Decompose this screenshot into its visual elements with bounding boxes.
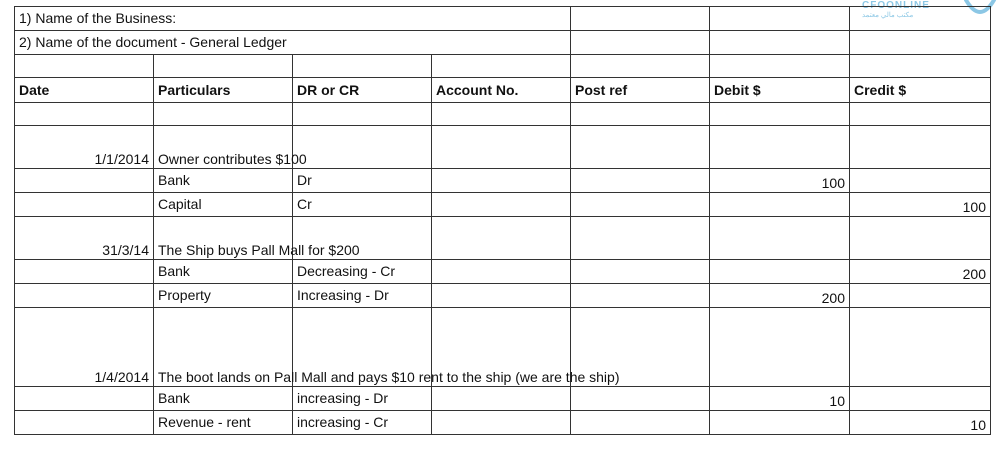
dr-cr-cell: Dr [293,169,432,193]
credit-cell [850,284,991,308]
blank-cell [571,31,710,55]
dr-cr-cell: Cr [293,193,432,217]
table-row [15,284,991,308]
debit-cell: 100 [710,169,850,193]
debit-cell: 10 [710,387,850,411]
table-row [15,411,991,435]
blank-cell [850,7,991,31]
account-no-cell [432,217,571,260]
post-ref-cell [571,411,710,435]
particulars-cell: The boot lands on Pall Mall and pays $10 rent to the ship (we are the ship) [154,308,293,387]
table-row [15,193,991,217]
credit-cell: 10 [850,411,991,435]
account-no-cell [432,260,571,284]
table-row [15,169,991,193]
date-cell [15,193,154,217]
date-cell [15,387,154,411]
particulars-cell: Property [154,284,293,308]
spacer-row [15,103,991,126]
post-ref-cell [571,387,710,411]
table-row [15,308,991,387]
account-no-cell [432,169,571,193]
debit-cell [710,411,850,435]
watermark-text: CFOONLINE [862,0,930,11]
column-header-particulars: Particulars [154,78,293,103]
blank-cell [850,31,991,55]
blank-cell [571,7,710,31]
credit-cell [850,308,991,387]
credit-cell [850,169,991,193]
particulars-cell: Owner contributes $100 [154,126,293,169]
credit-cell [850,387,991,411]
post-ref-cell [571,284,710,308]
particulars-cell: The Ship buys Pall Mall for $200 [154,217,293,260]
blank-cell [710,31,850,55]
column-header-account-no: Account No. [432,78,571,103]
date-cell [15,411,154,435]
column-header-credit: Credit $ [850,78,991,103]
business-name-row [15,7,991,31]
date-cell [15,169,154,193]
debit-cell [710,308,850,387]
date-cell [15,260,154,284]
spacer-row [15,55,991,78]
dr-cr-cell: Decreasing - Cr [293,260,432,284]
particulars-cell: Bank [154,387,293,411]
account-no-cell [432,387,571,411]
column-header-dr-or-cr: DR or CR [293,78,432,103]
debit-cell [710,193,850,217]
dr-cr-cell: increasing - Dr [293,387,432,411]
dr-cr-cell: Increasing - Dr [293,284,432,308]
post-ref-cell [571,193,710,217]
general-ledger-table [14,6,991,435]
table-row [15,126,991,169]
watermark-subtext: مكتب مالي معتمد [862,12,914,19]
account-no-cell [432,284,571,308]
post-ref-cell [571,169,710,193]
date-cell: 1/4/2014 [15,308,154,387]
debit-cell [710,126,850,169]
table-row [15,217,991,260]
particulars-cell: Revenue - rent [154,411,293,435]
post-ref-cell [571,126,710,169]
column-header-row [15,78,991,103]
credit-cell [850,126,991,169]
credit-cell [850,217,991,260]
account-no-cell [432,193,571,217]
particulars-cell: Capital [154,193,293,217]
document-name-row [15,31,991,55]
account-no-cell [432,126,571,169]
particulars-cell: Bank [154,260,293,284]
business-name-label: 1) Name of the Business: [15,7,571,31]
dr-cr-cell: increasing - Cr [293,411,432,435]
date-cell: 31/3/14 [15,217,154,260]
credit-cell: 200 [850,260,991,284]
column-header-debit: Debit $ [710,78,850,103]
debit-cell [710,260,850,284]
blank-cell [710,7,850,31]
table-row [15,260,991,284]
column-header-post-ref: Post ref [571,78,710,103]
column-header-date: Date [15,78,154,103]
date-cell [15,284,154,308]
account-no-cell [432,411,571,435]
document-name-label: 2) Name of the document - General Ledger [15,31,571,55]
debit-cell: 200 [710,284,850,308]
table-row [15,387,991,411]
particulars-cell: Bank [154,169,293,193]
post-ref-cell [571,260,710,284]
post-ref-cell [571,217,710,260]
credit-cell: 100 [850,193,991,217]
dr-cr-cell [293,126,432,169]
date-cell: 1/1/2014 [15,126,154,169]
debit-cell [710,217,850,260]
